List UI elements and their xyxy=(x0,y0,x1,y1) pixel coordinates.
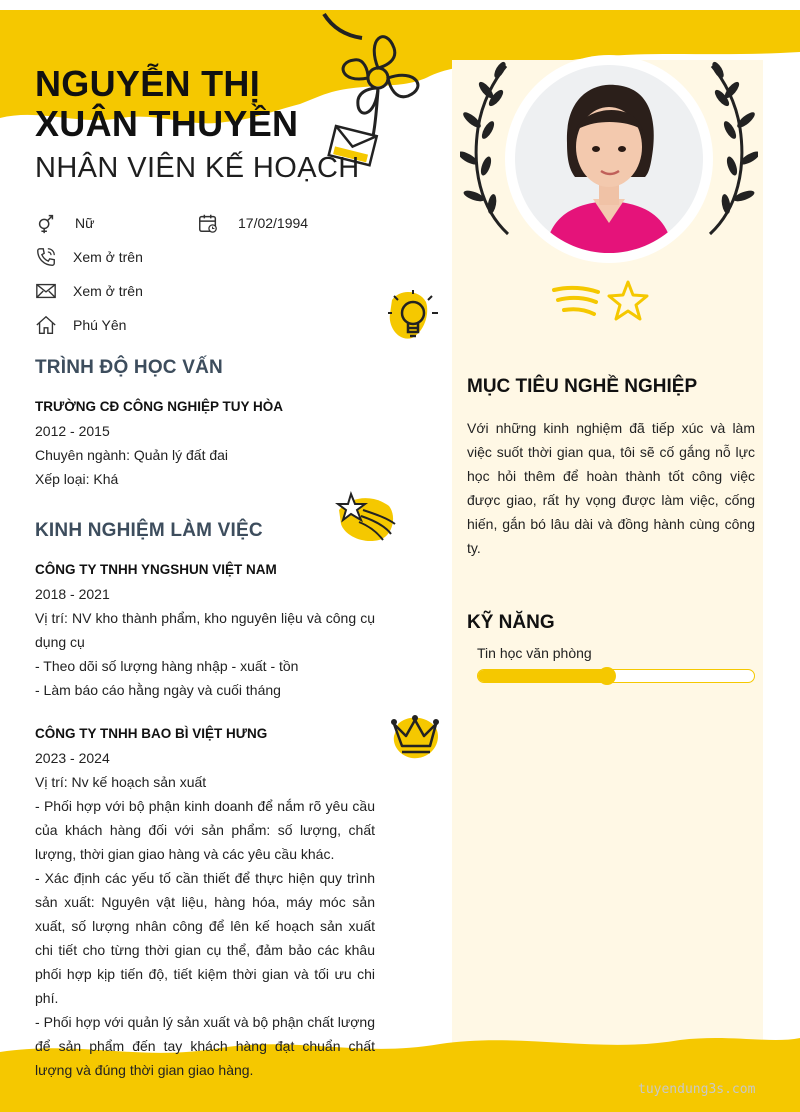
skill-name: Tin học văn phòng xyxy=(477,645,592,661)
job-detail-line: - Làm báo cáo hằng ngày và cuối tháng xyxy=(35,682,281,698)
school-name: TRƯỜNG CĐ CÔNG NGHIỆP TUY HÒA xyxy=(35,399,283,414)
gender-row xyxy=(35,212,94,234)
skill-level-knob xyxy=(598,667,616,685)
education-major: Chuyên ngành: Quản lý đất đai xyxy=(35,447,229,463)
education-years: 2012 - 2015 xyxy=(35,423,110,439)
gender-icon xyxy=(35,212,57,234)
skill-level-bar xyxy=(477,669,755,683)
crown-icon xyxy=(388,710,442,762)
birthdate-value: 17/02/1994 xyxy=(238,215,309,231)
job-detail-line: Vị trí: Nv kế hoạch sản xuất xyxy=(35,774,207,790)
company-name: CÔNG TY TNHH BAO BÌ VIỆT HƯNG xyxy=(35,726,268,741)
job-entry xyxy=(35,722,375,1082)
lightbulb-icon xyxy=(386,286,448,348)
experience-heading: KINH NGHIỆM LÀM VIỆC xyxy=(35,520,263,541)
email-value: Xem ở trên xyxy=(73,283,143,299)
objective-heading: MỤC TIÊU NGHỀ NGHIỆP xyxy=(467,376,698,397)
phone-icon xyxy=(35,246,57,268)
phone-row xyxy=(35,246,143,268)
candidate-name xyxy=(35,64,298,144)
email-row xyxy=(35,280,143,302)
education-grade: Xếp loại: Khá xyxy=(35,471,119,487)
address-value: Phú Yên xyxy=(73,317,127,333)
mail-icon xyxy=(35,280,57,302)
job-entry xyxy=(35,558,375,702)
star-swoosh-icon xyxy=(550,278,654,328)
objective-text: Với những kinh nghiệm đã tiếp xúc và làm việc suốt thời gian qua, tôi sẽ cố gắng nỗ lực học hỏi thêm để hoàn thành tốt công việc được giao, rất hy vọng được làm việc, cống hiến, gắn bó lâu dài và đồng hành cùng công ty. xyxy=(467,420,755,556)
education-block xyxy=(35,395,375,491)
address-row xyxy=(35,314,126,336)
company-name: CÔNG TY TNHH YNGSHUN VIỆT NAM xyxy=(35,562,277,577)
name-line-1: NGUYỄN THỊ xyxy=(35,63,261,104)
job-detail-line: - Phối hợp với bộ phận kinh doanh để nắm rõ yêu cầu của khách hàng đối với sản phẩm: số lượng, chất lượng, thời gian giao hàng và các yêu cầu khác. xyxy=(35,798,375,862)
job-years: 2023 - 2024 xyxy=(35,750,110,766)
skills-heading: KỸ NĂNG xyxy=(467,612,555,633)
watermark: tuyendung3s.com xyxy=(638,1082,756,1097)
job-detail-line: - Theo dõi số lượng hàng nhập - xuất - tồn xyxy=(35,658,299,674)
education-heading: TRÌNH ĐỘ HỌC VẤN xyxy=(35,357,223,378)
calendar-icon xyxy=(197,212,219,234)
shooting-star-icon xyxy=(333,488,399,548)
job-detail-line: - Xác định các yếu tố cần thiết để thực hiện quy trình sản xuất: Nguyên vật liệu, hàng hóa, máy móc sản xuất, số lượng nhân công để lên kế hoạch sản xuất chi tiết cho từng thời gian cụ thể, đảm bảo các khâu phối hợp kịp tiến độ, tiết kiệm thời gian và tối ưu chi phí. xyxy=(35,870,375,1006)
job-detail-line: - Phối hợp với quản lý sản xuất và bộ phận chất lượng để sản phẩm đến tay khách hàng đạt chuẩn chất lượng và đúng thời gian giao hàng. xyxy=(35,1014,375,1078)
job-title: NHÂN VIÊN KẾ HOẠCH xyxy=(35,152,360,184)
skill-level-fill xyxy=(478,670,608,682)
job-years: 2018 - 2021 xyxy=(35,586,110,602)
birthdate-row xyxy=(197,212,308,234)
name-line-2: XUÂN THUYỀN xyxy=(35,103,299,144)
avatar xyxy=(515,65,703,253)
gender-value: Nữ xyxy=(75,215,95,231)
job-detail-line: Vị trí: NV kho thành phẩm, kho nguyên liệu và công cụ dụng cụ xyxy=(35,610,375,650)
phone-value: Xem ở trên xyxy=(73,249,143,265)
home-icon xyxy=(35,314,57,336)
